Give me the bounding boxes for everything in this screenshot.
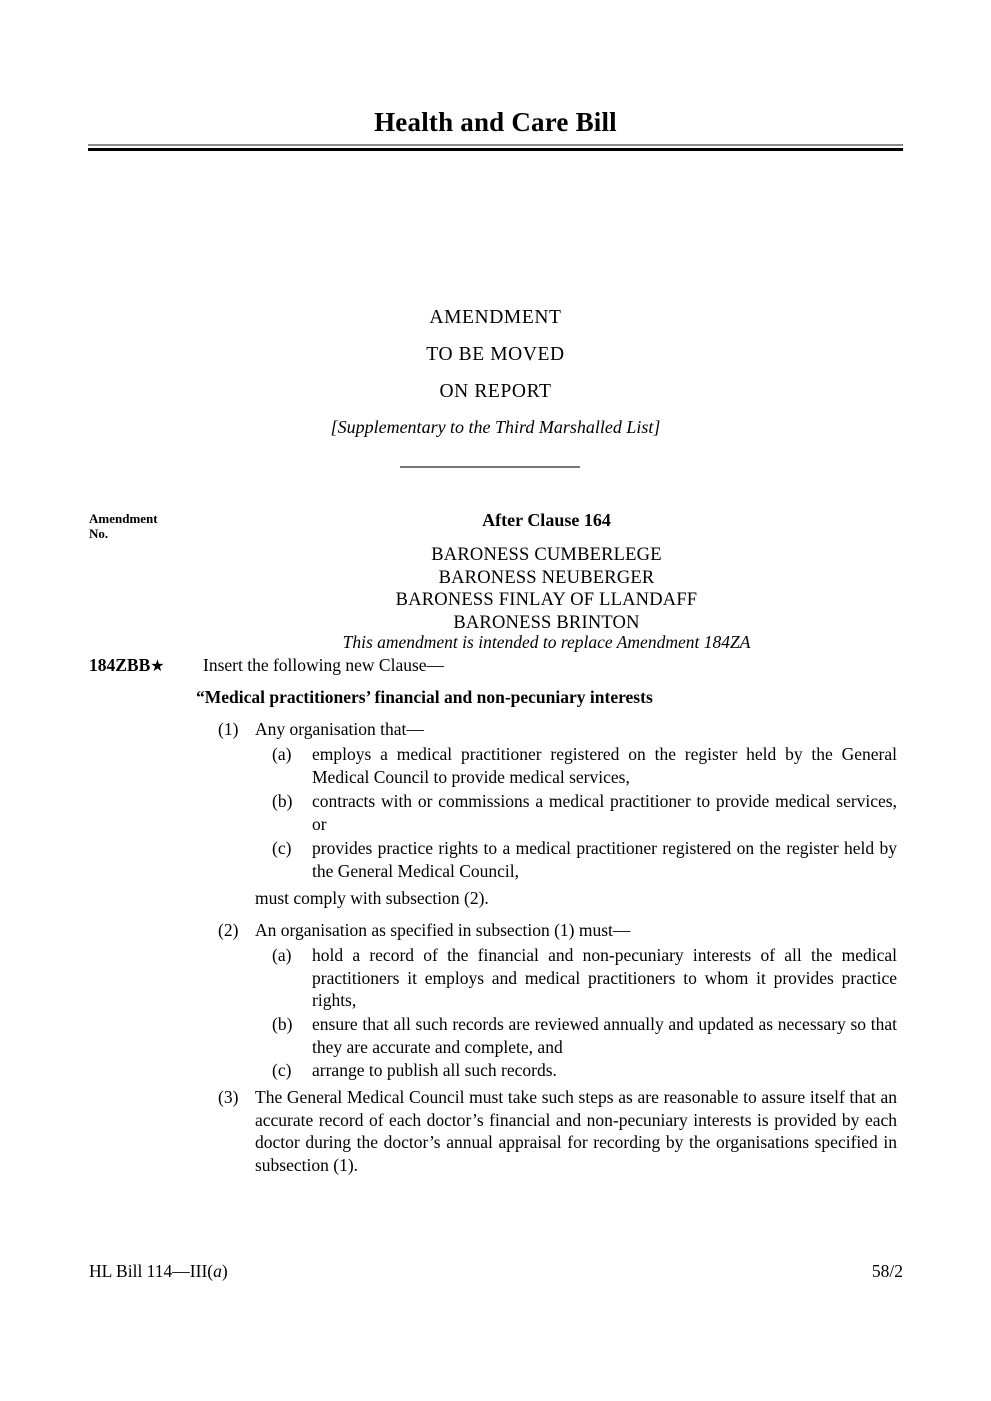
- margin-label-line-2: No.: [89, 526, 109, 542]
- paragraph-2b: [272, 1013, 897, 1058]
- paragraph-label: (c): [272, 838, 292, 858]
- paragraph-1b: [272, 790, 897, 835]
- paragraph-text: employs a medical practitioner registered on the register held by the General Medical Council to provide medical services,: [312, 744, 897, 787]
- amendment-number: [89, 655, 165, 676]
- paragraph-label: (a): [272, 744, 292, 764]
- subsection-2: [218, 919, 897, 942]
- sponsor-name: BARONESS CUMBERLEGE: [431, 545, 662, 565]
- heading-supplementary-note: [Supplementary to the Third Marshalled List]: [330, 417, 661, 437]
- star-icon: ★: [150, 658, 165, 675]
- clause-anchor-heading: After Clause 164: [482, 510, 611, 530]
- amendment-lead-in: Insert the following new Clause—: [203, 655, 445, 675]
- subsection-3: [218, 1086, 897, 1176]
- paragraph-label: (b): [272, 1014, 293, 1034]
- title-double-rule: [88, 144, 903, 151]
- subsection-text: The General Medical Council must take such steps as are reasonable to assure itself that an accurate record of each doctor’s financial and non-pecuniary interests is provided by each doctor during the doctor’s annual appraisal for recording by the organisations specified in subsection (1).: [255, 1087, 897, 1175]
- footer-page-number: 58/2: [871, 1261, 903, 1281]
- subsection-text: An organisation as specified in subsection (1) must—: [255, 920, 631, 940]
- paragraph-label: (c): [272, 1060, 292, 1080]
- paragraph-label: (b): [272, 791, 293, 811]
- heading-amendment: AMENDMENT: [429, 307, 562, 328]
- subsection-number: (1): [218, 719, 239, 739]
- amendment-number-text: 184ZBB: [89, 655, 151, 675]
- paragraph-2c: [272, 1059, 897, 1082]
- sponsor-name: BARONESS NEUBERGER: [438, 567, 655, 588]
- heading-to-be-moved: TO BE MOVED: [426, 344, 565, 365]
- subsection-number: (2): [218, 920, 239, 940]
- section-divider-rule: [400, 466, 580, 468]
- subsection-1: [218, 718, 897, 741]
- title-rule-thick: [88, 148, 903, 151]
- paragraph-1c: [272, 837, 897, 882]
- paragraph-label: (a): [272, 945, 292, 965]
- footer-bill-prefix: HL Bill 114—III(: [89, 1261, 214, 1281]
- margin-label-amendment-no: [89, 511, 199, 542]
- paragraph-text: provides practice rights to a medical practitioner registered on the register held by the General Medical Council,: [312, 838, 897, 881]
- subsection-number: (3): [218, 1087, 239, 1107]
- heading-on-report: ON REPORT: [439, 381, 552, 402]
- new-clause-title: “Medical practitioners’ financial and non-pecuniary interests: [196, 687, 653, 707]
- paragraph-text: hold a record of the financial and non-pecuniary interests of all the medical practitioners it employs and medical practitioners to whom it provides practice rights,: [312, 945, 897, 1011]
- margin-label-line-1: Amendment: [89, 511, 158, 526]
- paragraph-text: arrange to publish all such records.: [312, 1060, 557, 1080]
- sponsor-name: BARONESS BRINTON: [453, 612, 640, 633]
- page-title: Health and Care Bill: [374, 107, 617, 137]
- sponsor-name: BARONESS FINLAY OF LLANDAFF: [395, 590, 698, 611]
- paragraph-text: ensure that all such records are reviewed annually and updated as necessary so that they are accurate and complete, and: [312, 1014, 897, 1057]
- paragraph-text: contracts with or commissions a medical practitioner to provide medical services, or: [312, 791, 897, 834]
- footer-bill-italic-part: a: [213, 1261, 222, 1281]
- sponsor-list: [190, 544, 903, 634]
- paragraph-1a: [272, 743, 897, 788]
- amendment-replacement-note: This amendment is intended to replace Amendment 184ZA: [342, 632, 751, 652]
- subsection-text: Any organisation that—: [255, 719, 424, 739]
- footer-bill-suffix: ): [221, 1261, 228, 1281]
- subsection-1-closing: must comply with subsection (2).: [255, 888, 489, 908]
- paragraph-2a: [272, 944, 897, 1012]
